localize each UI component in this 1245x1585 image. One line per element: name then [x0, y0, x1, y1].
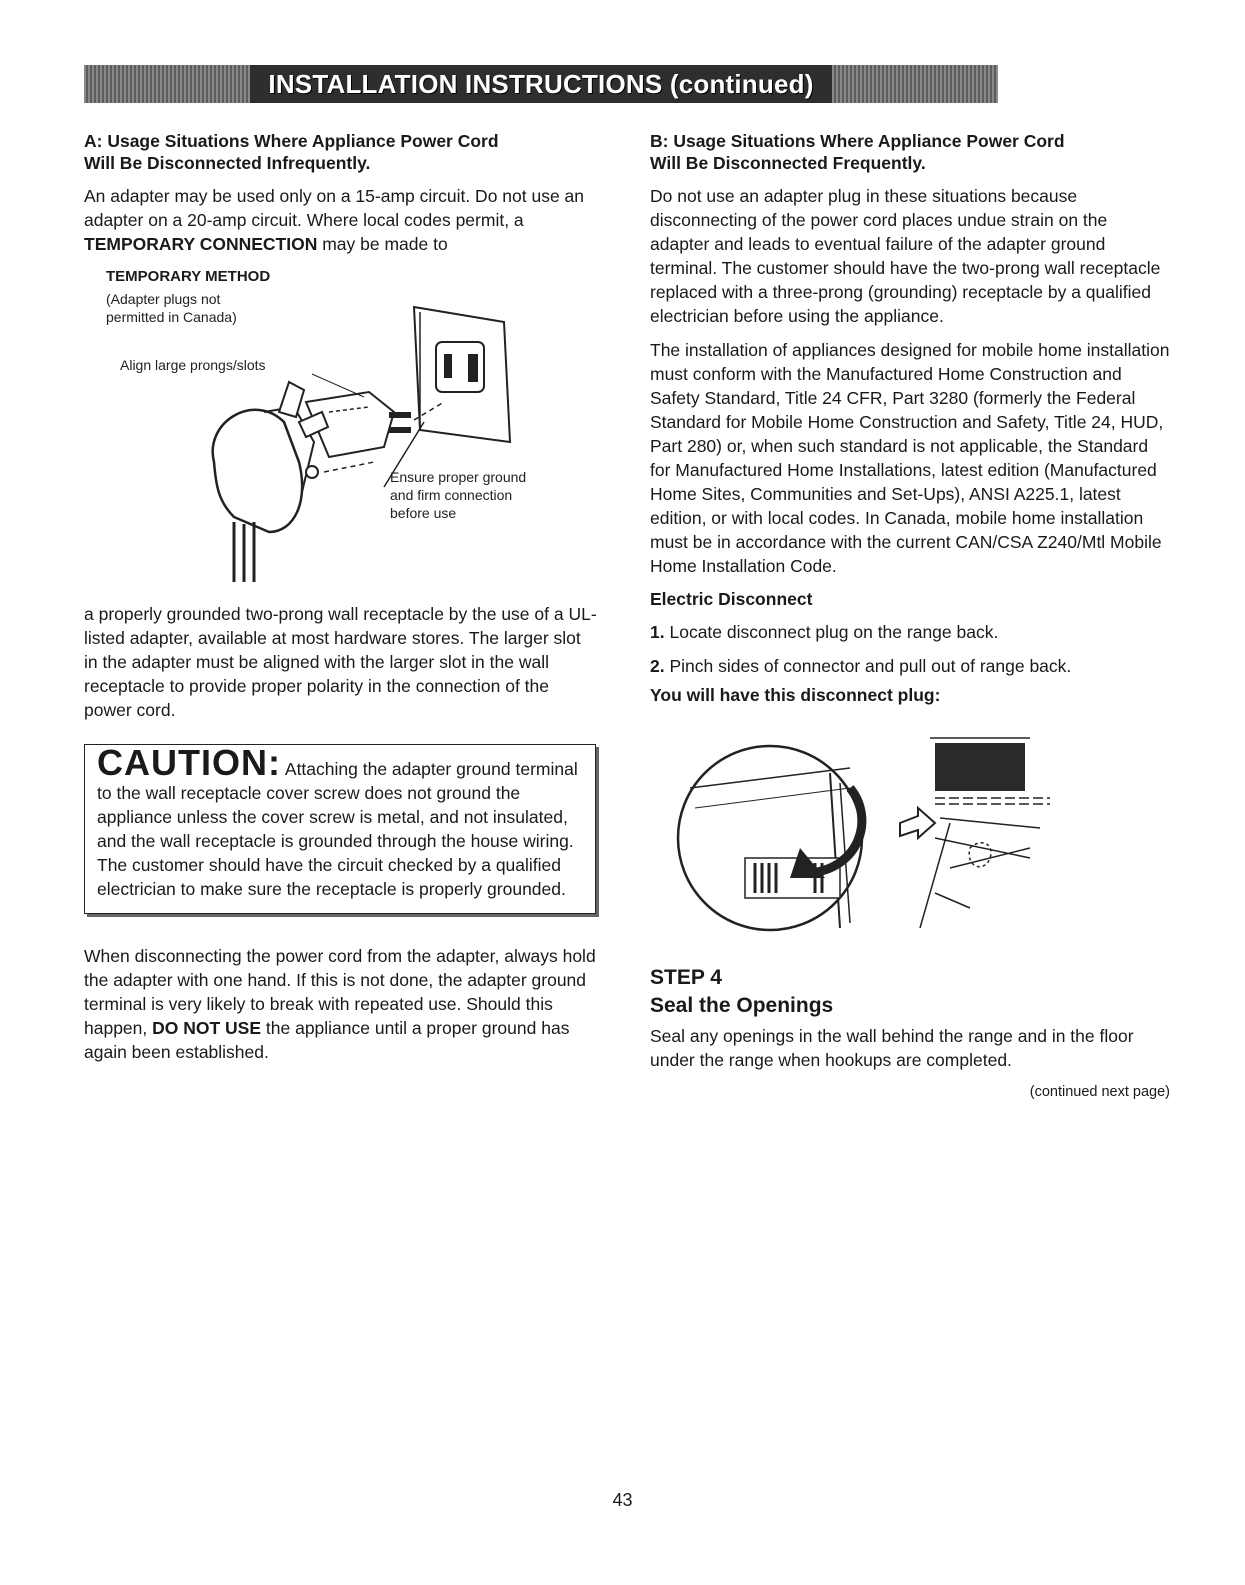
disconnect-plug-illustration	[650, 728, 1170, 948]
disconnect-plug-figure	[650, 728, 1170, 948]
temporary-method-figure	[84, 262, 599, 602]
figure-note: (Adapter plugs not permitted in Canada)	[106, 291, 237, 325]
section-banner	[84, 65, 998, 103]
caution-box: CAUTION: Attaching the adapter ground terminal to the wall receptacle cover screw does not ground the appliance unless the cover screw is metal, and not insulated, and the wall receptacle is grounded through the house wiring. The customer should have the circuit checked by a qualified electrician to make sure the receptacle is properly grounded.	[84, 744, 596, 914]
section-title: INSTALLATION INSTRUCTIONS (continued)	[250, 65, 831, 103]
disconnect-steps	[650, 620, 1170, 678]
align-label: Align large prongs/slots	[120, 357, 266, 373]
step-number: STEP 4	[650, 966, 722, 989]
list-item: 1. Locate disconnect plug on the range back.	[650, 622, 999, 642]
disconnect-plug-heading: You will have this disconnect plug:	[650, 685, 941, 705]
ensure-label: Ensure proper ground and firm connection before use	[390, 469, 527, 521]
paragraph-disconnecting: When disconnecting the power cord from the adapter, always hold the adapter with one hand. If this is not done, the adapter ground terminal is very likely to break with repeated use. Should this happen, DO NOT USE the appliance until a proper ground has again been established.	[84, 946, 596, 1062]
paragraph-adapter-intro: An adapter may be used only on a 15-amp circuit. Do not use an adapter on a 20-amp circuit. Where local codes permit, a TEMPORARY CONNECTION may be made to	[84, 186, 585, 254]
heading-b: B: Usage Situations Where Appliance Power Cord Will Be Disconnected Frequently.	[650, 131, 1065, 173]
paragraph-mobile-home: The installation of appliances designed for mobile home installation must conform with the Manufactured Home Construction and Safety Standard, Title 24 CFR, Part 3280 (formerly the Federal Standard for Mobile Home Construction and Safety, Title 24, HUD, Part 280) or, when such standard is not applicable, the Standard for Manufactured Home Installations, latest edition (Manufactured Home Sites, Communities and Set-Ups), ANSI A225.1, latest edition, or with local codes. In Canada, mobile home installation must be in accordance with the current CAN/CSA Z240/Mtl Mobile Home Installation Code.	[650, 340, 1170, 576]
right-column	[650, 130, 1170, 1100]
figure-title: TEMPORARY METHOD	[106, 268, 271, 285]
continued-note: (continued next page)	[1029, 1084, 1170, 1100]
left-column	[84, 130, 599, 1064]
list-item: 2. Pinch sides of connector and pull out of range back.	[650, 656, 1072, 676]
paragraph-adapter-use: a properly grounded two-prong wall receptacle by the use of a UL-listed adapter, available at most hardware stores. The larger slot in the adapter must be aligned with the larger slot in the wall receptacle to provide proper polarity in the connection of the power cord.	[84, 604, 597, 720]
paragraph-no-adapter: Do not use an adapter plug in these situations because disconnecting of the power cord places undue strain on the adapter and leads to eventual failure of the adapter ground terminal. The customer should have the two-prong wall receptacle replaced with a three-prong (grounding) receptacle by a qualified electrician before using the appliance.	[650, 186, 1161, 326]
page-number: 43	[612, 1490, 633, 1510]
electric-disconnect-heading: Electric Disconnect	[650, 589, 813, 609]
caution-label: CAUTION:	[97, 742, 281, 783]
heading-a: A: Usage Situations Where Appliance Power Cord Will Be Disconnected Infrequently.	[84, 131, 499, 173]
paragraph-seal-openings: Seal any openings in the wall behind the range and in the floor under the range when hookups are completed.	[650, 1026, 1134, 1070]
step-title: Seal the Openings	[650, 994, 834, 1017]
